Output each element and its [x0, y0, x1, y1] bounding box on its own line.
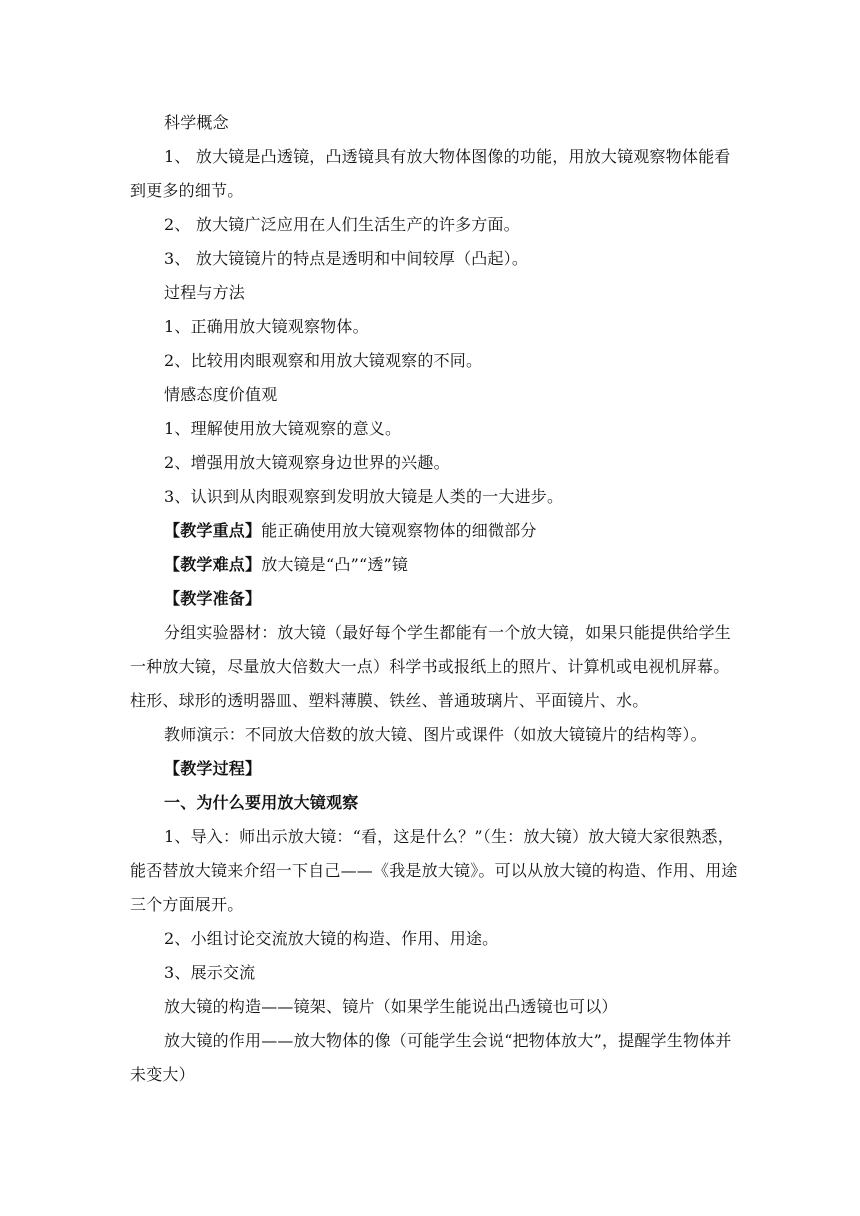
label-teaching-focus: 【教学重点】 [164, 521, 262, 540]
heading-attitude-values: 情感态度价值观 [164, 385, 278, 404]
paragraph-function: 放大镜的作用——放大物体的像（可能学生会说“把物体放大”，提醒学生物体并未变大） [130, 1031, 732, 1084]
paragraph-concept-1: 1、 放大镜是凸透镜，凸透镜具有放大物体图像的功能，用放大镜观察物体能看到更多的细节。 [130, 147, 731, 200]
paragraph-value-1: 1、理解使用放大镜观察的意义。 [164, 419, 402, 438]
paragraph-concept-2: 2、 放大镜广泛应用在人们生活生产的许多方面。 [164, 215, 520, 234]
paragraph-process-1: 1、导入：师出示放大镜：“看，这是什么？”（生：放大镜）放大镜大家很熟悉，能否替放大镜来介绍一下自己——《我是放大镜》。可以从放大镜的构造、作用、用途三个方面展开。 [130, 827, 738, 914]
paragraph-process-2: 2、小组讨论交流放大镜的构造、作用、用途。 [164, 929, 499, 948]
paragraph-teacher-demo: 教师演示：不同放大倍数的放大镜、图片或课件（如放大镜镜片的结构等）。 [164, 725, 707, 744]
heading-teaching-preparation: 【教学准备】 [164, 589, 262, 608]
paragraph-teaching-difficulty [130, 548, 740, 582]
heading-teaching-process: 【教学过程】 [164, 759, 262, 778]
paragraph-concept-3: 3、 放大镜镜片的特点是透明和中间较厚（凸起）。 [164, 249, 529, 268]
paragraph-structure: 放大镜的构造——镜架、镜片（如果学生能说出凸透镜也可以） [164, 997, 618, 1016]
document-body [130, 106, 740, 1092]
paragraph-method-1: 1、正确用放大镜观察物体。 [164, 317, 369, 336]
heading-science-concepts: 科学概念 [164, 113, 229, 132]
paragraph-teaching-focus [130, 514, 740, 548]
paragraph-value-3: 3、认识到从肉眼观察到发明放大镜是人类的一大进步。 [164, 487, 564, 506]
paragraph-value-2: 2、增强用放大镜观察身边世界的兴趣。 [164, 453, 450, 472]
paragraph-process-3: 3、展示交流 [164, 963, 256, 982]
label-teaching-difficulty: 【教学难点】 [164, 555, 262, 574]
paragraph-method-2: 2、比较用肉眼观察和用放大镜观察的不同。 [164, 351, 483, 370]
paragraph-group-equipment: 分组实验器材：放大镜（最好每个学生都能有一个放大镜，如果只能提供给学生一种放大镜，尽量放大倍数大一点）科学书或报纸上的照片、计算机或电视机屏幕。柱形、球形的透明器皿、塑料薄膜、铁丝、普通玻璃片、平面镜片、水。 [130, 623, 732, 710]
heading-process-methods: 过程与方法 [164, 283, 246, 302]
text-teaching-focus: 能正确使用放大镜观察物体的细微部分 [261, 521, 537, 540]
heading-section-one: 一、为什么要用放大镜观察 [164, 793, 359, 812]
text-teaching-difficulty: 放大镜是“凸”“透”镜 [261, 555, 409, 574]
